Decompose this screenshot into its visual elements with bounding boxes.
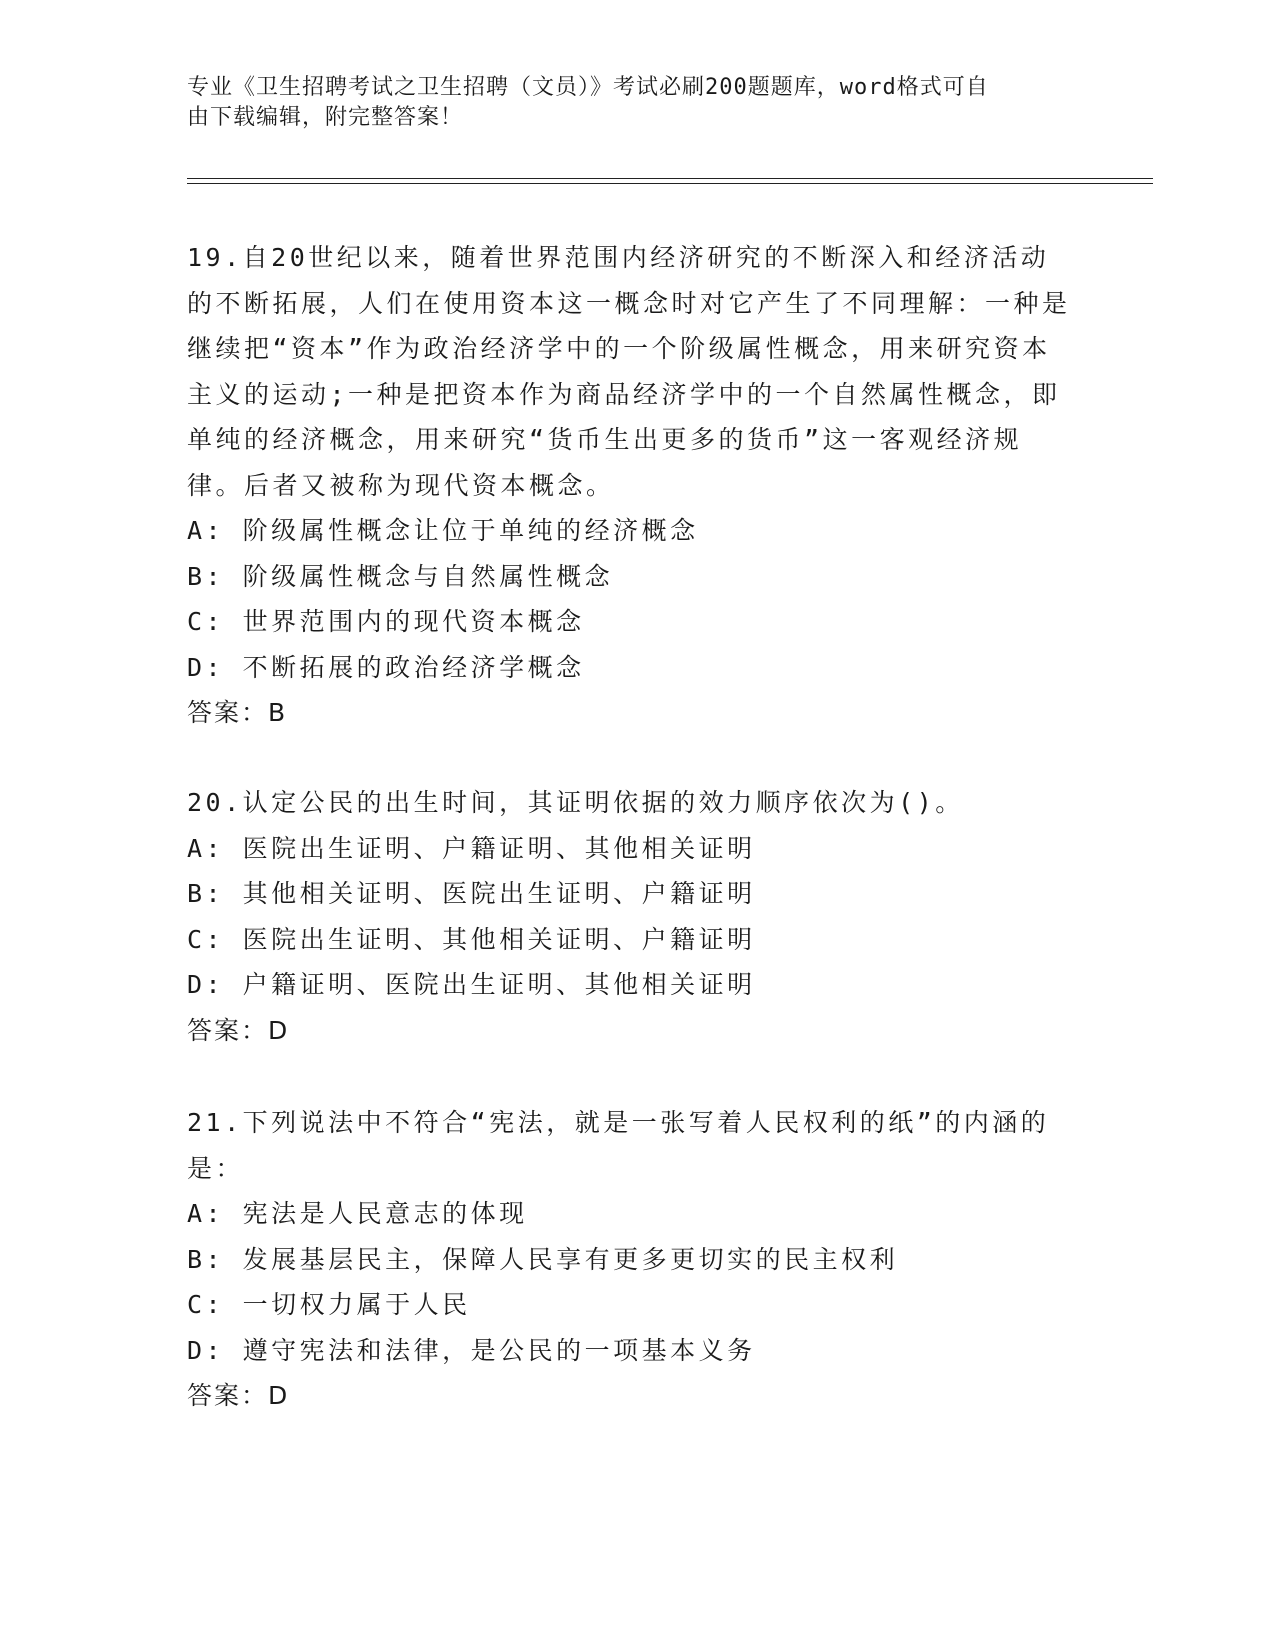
- answer-line: 答案：D: [187, 1381, 290, 1410]
- option-c: C: 世界范围内的现代资本概念: [187, 607, 585, 636]
- question-20: [187, 780, 1072, 1053]
- answer-line: 答案：B: [187, 698, 288, 727]
- question-stem: 19.自20世纪以来，随着世界范围内经济研究的不断深入和经济活动的不断拓展，人们在使用资本这一概念时对它产生了不同理解：一种是继续把“资本”作为政治经济学中的一个阶级属性概念，用来研究资本主义的运动;一种是把资本作为商品经济学中的一个自然属性概念，即单纯的经济概念，用来研究“货币生出更多的货币”这一客观经济规律。后者又被称为现代资本概念。: [187, 243, 1071, 500]
- option-d: D: 户籍证明、医院出生证明、其他相关证明: [187, 970, 756, 999]
- option-d: D: 遵守宪法和法律，是公民的一项基本义务: [187, 1335, 756, 1365]
- option-a: A: 阶级属性概念让位于单纯的经济概念: [187, 516, 699, 545]
- option-a: A: 医院出生证明、户籍证明、其他相关证明: [187, 833, 756, 863]
- question-19: [187, 235, 1072, 736]
- option-b: B: 其他相关证明、医院出生证明、户籍证明: [187, 879, 756, 908]
- question-21: [187, 1100, 1072, 1419]
- option-d: D: 不断拓展的政治经济学概念: [187, 652, 585, 682]
- option-c: C: 一切权力属于人民: [187, 1290, 471, 1319]
- document-header-text: 专业《卫生招聘考试之卫生招聘（文员）》考试必刷200题题库，word格式可自 由下载编辑，附完整答案！: [187, 75, 989, 130]
- option-b: B: 发展基层民主，保障人民享有更多更切实的民主权利: [187, 1244, 899, 1274]
- option-b: B: 阶级属性概念与自然属性概念: [187, 561, 614, 591]
- header-divider-top: [187, 178, 1153, 179]
- option-c: C: 医院出生证明、其他相关证明、户籍证明: [187, 924, 756, 954]
- question-stem: 21.下列说法中不符合“宪法，就是一张写着人民权利的纸”的内涵的是：: [187, 1108, 1050, 1183]
- header-divider-bottom: [187, 183, 1153, 184]
- question-stem: 20.认定公民的出生时间，其证明依据的效力顺序依次为()。: [187, 788, 964, 817]
- option-a: A: 宪法是人民意志的体现: [187, 1199, 528, 1228]
- answer-line: 答案：D: [187, 1015, 290, 1045]
